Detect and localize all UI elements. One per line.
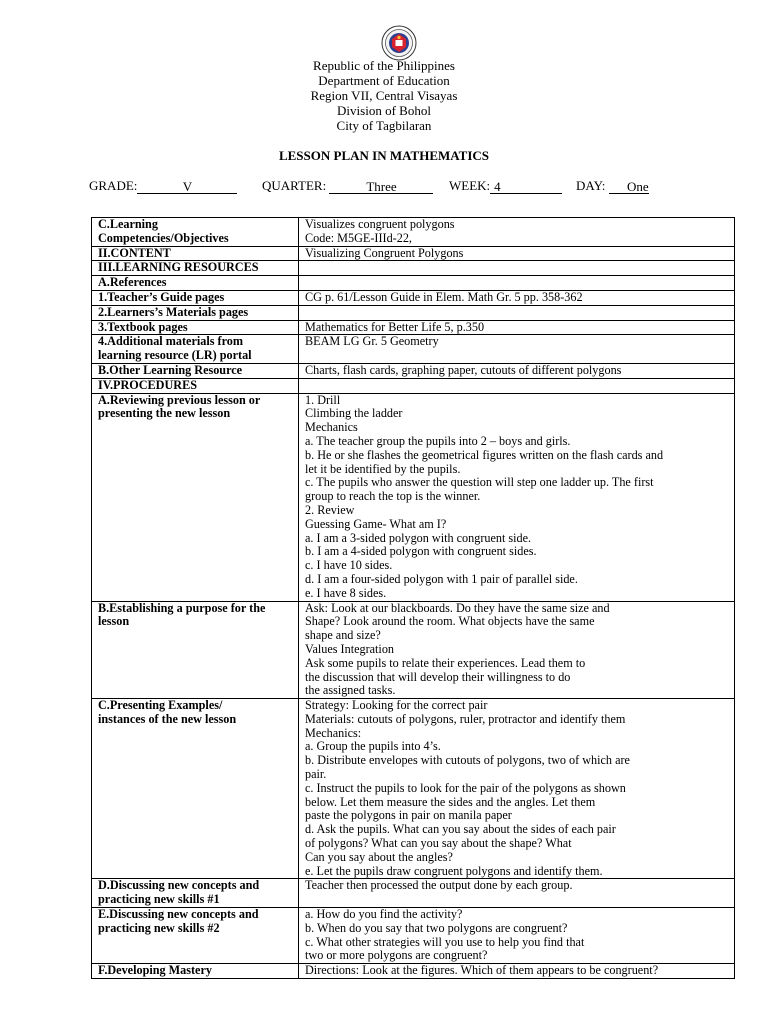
row-value-line: shape and size?	[305, 628, 381, 643]
row-value-line: a. Group the pupils into 4’s.	[305, 739, 441, 754]
quarter-label: QUARTER:	[262, 178, 327, 193]
header-line: Region VII, Central Visayas	[310, 88, 458, 103]
row-value-line: a. How do you find the activity?	[305, 907, 463, 922]
row-value-line: group to reach the top is the winner.	[305, 489, 481, 504]
row-value-line: Mechanics:	[305, 725, 362, 740]
agency-header	[0, 58, 768, 133]
row-value-line: BEAM LG Gr. 5 Geometry	[305, 334, 439, 349]
document-title: LESSON PLAN IN MATHEMATICS	[278, 148, 490, 163]
row-value-line: Guessing Game- What am I?	[305, 516, 447, 531]
row-value-line: d. I am a four-sided polygon with 1 pair of parallel side.	[305, 571, 578, 586]
row-value-line: e. Let the pupils draw congruent polygons and identify them.	[305, 863, 603, 878]
row-label-line: II.CONTENT	[98, 245, 171, 260]
row-label	[92, 276, 299, 291]
day-label: DAY:	[576, 178, 606, 193]
table-row	[92, 964, 735, 979]
row-value-line: b. When do you say that two polygons are congruent?	[305, 920, 568, 935]
table-row	[92, 335, 735, 364]
row-label	[92, 378, 299, 393]
table-row	[92, 393, 735, 601]
row-label-line: instances of the new lesson	[98, 711, 237, 726]
row-label	[92, 290, 299, 305]
row-value-line: Mathematics for Better Life 5, p.350	[305, 319, 485, 334]
row-label	[92, 964, 299, 979]
row-label-line: practicing new skills #1	[98, 892, 220, 907]
lesson-plan-table	[91, 217, 735, 979]
row-label-line: A.Reviewing previous lesson or	[98, 392, 261, 407]
row-label	[92, 261, 299, 276]
header-line: Republic of the Philippines	[313, 58, 455, 73]
row-label-line: B.Establishing a purpose for the	[98, 600, 266, 615]
row-label-line: IV.PROCEDURES	[98, 377, 197, 392]
row-label	[92, 879, 299, 908]
row-value-line: paste the polygons in pair on manila paper	[305, 808, 512, 823]
row-value	[299, 290, 735, 305]
row-label-line: 4.Additional materials from	[98, 334, 244, 349]
row-value	[299, 218, 735, 247]
row-value-line: a. I am a 3-sided polygon with congruent side.	[305, 530, 532, 545]
row-value-line: let it be identified by the pupils.	[305, 461, 461, 476]
row-value	[299, 246, 735, 261]
table-row	[92, 879, 735, 908]
row-value-line: Shape? Look around the room. What objects have the same	[305, 614, 595, 629]
row-label-line: A.References	[98, 275, 167, 290]
table-row	[92, 363, 735, 378]
table-row	[92, 276, 735, 291]
row-label-line: Competencies/Objectives	[98, 230, 229, 245]
row-label	[92, 908, 299, 964]
row-label	[92, 246, 299, 261]
header-line: City of Tagbilaran	[336, 118, 432, 133]
row-value-line: the assigned tasks.	[305, 683, 396, 698]
day-value: One	[626, 179, 649, 194]
row-value	[299, 393, 735, 601]
row-value-line: 2. Review	[305, 502, 355, 517]
row-label-line: 2.Learners’s Materials pages	[98, 304, 249, 319]
row-label-line: 1.Teacher’s Guide pages	[98, 289, 225, 304]
week-label: WEEK:	[449, 178, 491, 193]
row-value-line: b. He or she flashes the geometrical figures written on the flash cards and	[305, 447, 664, 462]
row-value-line: d. Ask the pupils. What can you say about the sides of each pair	[305, 822, 616, 837]
week-value: 4	[494, 179, 501, 194]
row-value	[299, 879, 735, 908]
row-value-line: of polygons? What can you say about the shape? What	[305, 836, 572, 851]
row-value-line: CG p. 61/Lesson Guide in Elem. Math Gr. 5 pp. 358-362	[305, 289, 583, 304]
row-label-line: learning resource (LR) portal	[98, 348, 252, 363]
quarter-value: Three	[366, 179, 397, 194]
row-value	[299, 378, 735, 393]
row-value-line: Visualizes congruent polygons	[305, 217, 455, 231]
table-row	[92, 320, 735, 335]
row-label	[92, 305, 299, 320]
row-label-line: F.Developing Mastery	[98, 963, 212, 978]
row-value-line: Visualizing Congruent Polygons	[305, 245, 464, 260]
row-value-line: c. What other strategies will you use to help you find that	[305, 934, 585, 949]
table-row	[92, 261, 735, 276]
row-label	[92, 393, 299, 601]
row-value	[299, 363, 735, 378]
deped-seal-icon	[381, 25, 417, 61]
row-value-line: 1. Drill	[305, 392, 341, 407]
header-line: Department of Education	[318, 73, 450, 88]
week-field	[449, 178, 562, 194]
row-value	[299, 305, 735, 320]
row-value-line: a. The teacher group the pupils into 2 – boys and girls.	[305, 433, 571, 448]
table-row	[92, 218, 735, 247]
row-value-line: Materials: cutouts of polygons, ruler, protractor and identify them	[305, 711, 626, 726]
row-value-line: Teacher then processed the output done by each group.	[305, 878, 573, 893]
row-label-line: practicing new skills #2	[98, 920, 220, 935]
row-value-line: b. I am a 4-sided polygon with congruent sides.	[305, 544, 537, 559]
table-row	[92, 246, 735, 261]
row-label-line: B.Other Learning Resource	[98, 362, 243, 377]
row-label	[92, 601, 299, 699]
row-label	[92, 320, 299, 335]
row-label-line: presenting the new lesson	[98, 406, 231, 421]
row-value	[299, 261, 735, 276]
row-value-line: Directions: Look at the figures. Which of them appears to be congruent?	[305, 963, 659, 978]
row-label-line: E.Discussing new concepts and	[98, 907, 259, 922]
row-value-line: Climbing the ladder	[305, 406, 403, 421]
row-value-line: b. Distribute envelopes with cutouts of polygons, two of which are	[305, 753, 630, 768]
row-value-line: Charts, flash cards, graphing paper, cutouts of different polygons	[305, 362, 622, 377]
row-value	[299, 699, 735, 879]
row-value-line: two or more polygons are congruent?	[305, 948, 488, 963]
table-row	[92, 908, 735, 964]
table-row	[92, 305, 735, 320]
row-label-line: D.Discussing new concepts and	[98, 878, 260, 893]
row-value-line: Can you say about the angles?	[305, 849, 453, 864]
row-value-line: Values Integration	[305, 641, 395, 656]
row-label-line: C.Learning	[98, 217, 158, 231]
row-value	[299, 601, 735, 699]
quarter-field	[262, 178, 433, 194]
grade-value: V	[182, 179, 193, 194]
row-value-line: Mechanics	[305, 420, 358, 435]
row-value-line: c. Instruct the pupils to look for the pair of the polygons as shown	[305, 780, 626, 795]
grade-field	[89, 178, 237, 194]
table-row	[92, 601, 735, 699]
lesson-plan-rows	[92, 218, 735, 979]
row-value-line: pair.	[305, 767, 327, 782]
row-value-line: e. I have 8 sides.	[305, 585, 387, 600]
table-row	[92, 290, 735, 305]
header-line: Division of Bohol	[337, 103, 431, 118]
row-label-line: 3.Textbook pages	[98, 319, 188, 334]
row-label-line: lesson	[98, 614, 130, 629]
row-value	[299, 276, 735, 291]
row-value-line: Ask: Look at our blackboards. Do they have the same size and	[305, 600, 610, 615]
row-value-line: below. Let them measure the sides and the angles. Let them	[305, 794, 596, 809]
table-row	[92, 378, 735, 393]
row-value-line: c. I have 10 sides.	[305, 558, 393, 573]
row-label	[92, 363, 299, 378]
row-value	[299, 964, 735, 979]
row-value-line: Ask some pupils to relate their experiences. Lead them to	[305, 655, 586, 670]
grade-label: GRADE:	[89, 178, 138, 193]
row-value-line: c. The pupils who answer the question will step one ladder up. The first	[305, 475, 654, 490]
row-value	[299, 335, 735, 364]
row-label	[92, 699, 299, 879]
row-label	[92, 218, 299, 247]
day-field	[576, 178, 649, 194]
row-value	[299, 320, 735, 335]
row-label	[92, 335, 299, 364]
row-value	[299, 908, 735, 964]
row-value-line: the discussion that will develop their willingness to do	[305, 669, 571, 684]
row-value-line: Strategy: Looking for the correct pair	[305, 698, 488, 713]
row-label-line: C.Presenting Examples/	[98, 698, 223, 713]
table-row	[92, 699, 735, 879]
row-value-line: Code: M5GE-IIId-22,	[305, 230, 412, 245]
row-label-line: III.LEARNING RESOURCES	[98, 260, 259, 275]
